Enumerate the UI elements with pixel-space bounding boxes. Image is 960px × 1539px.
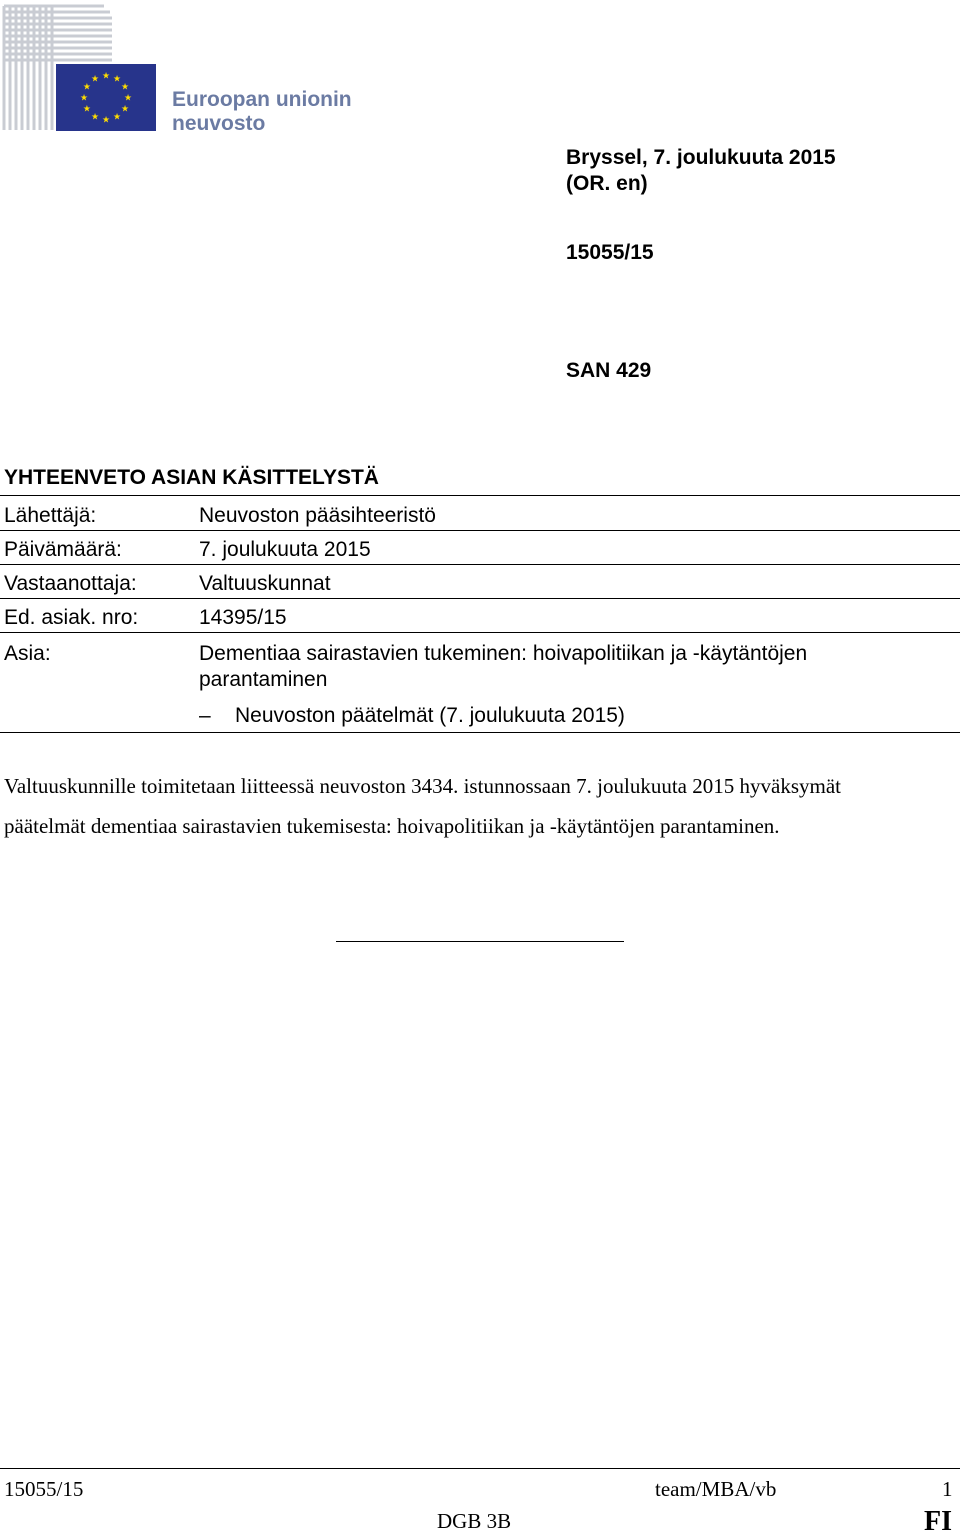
date-label: Päivämäärä: [4, 538, 122, 561]
footer-page-number: 1 [942, 1477, 953, 1501]
document-type: YHTEENVETO ASIAN KÄSITTELYSTÄ [4, 466, 379, 489]
council-logo [0, 0, 160, 135]
eu-star-icon: ★ [90, 74, 100, 85]
rule-sender [0, 530, 960, 531]
previous-doc-label: Ed. asiak. nro: [4, 606, 139, 629]
place-date: Bryssel, 7. joulukuuta 2015 [566, 146, 836, 169]
subject-value: Dementiaa sairastavien tukeminen: hoivapolitiikan ja -käytäntöjen parantaminen [199, 642, 808, 691]
eu-star-icon: ★ [112, 74, 122, 85]
footer-initials: team/MBA/vb [655, 1477, 777, 1501]
footer-rule [0, 1468, 960, 1469]
rule-top [0, 495, 960, 496]
body-text-line2: päätelmät dementiaa sairastavien tukemisesta: hoivapolitiikan ja -käytäntöjen parantaminen. [4, 814, 780, 838]
rule-recipient [0, 598, 960, 599]
sender-label: Lähettäjä: [4, 504, 97, 527]
body-text-line1: Valtuuskunnille toimitetaan liitteessä neuvoston 3434. istunnossaan 7. joulukuuta 2015 hyväksymät [4, 774, 841, 798]
previous-doc-value: 14395/15 [199, 606, 287, 629]
eu-star-icon: ★ [82, 82, 91, 93]
eu-star-icon: ★ [90, 112, 100, 123]
eu-star-icon: ★ [82, 104, 91, 115]
eu-star-icon: ★ [101, 115, 111, 126]
subject-dash: – [199, 704, 211, 727]
end-separator [336, 941, 624, 942]
logo-text-line2: neuvosto [172, 112, 266, 135]
logo-text-line1: Euroopan unionin [172, 88, 352, 111]
recipient-value: Valtuuskunnat [199, 572, 331, 595]
date-value: 7. joulukuuta 2015 [199, 538, 371, 561]
subject-item: Neuvoston päätelmät (7. joulukuuta 2015) [235, 704, 625, 727]
footer-language: FI [924, 1506, 952, 1537]
rule-date [0, 564, 960, 565]
rule-bottom [0, 732, 960, 733]
eu-star-icon: ★ [123, 93, 133, 104]
original-language: (OR. en) [566, 172, 648, 195]
footer-doc-number: 15055/15 [4, 1477, 84, 1501]
eu-star-icon: ★ [112, 112, 122, 123]
sender-value: Neuvoston pääsihteeristö [199, 504, 436, 527]
document-number: 15055/15 [566, 241, 654, 264]
eu-star-icon: ★ [79, 93, 89, 104]
recipient-label: Vastaanottaja: [4, 572, 137, 595]
eu-star-icon: ★ [101, 71, 111, 82]
eu-star-icon: ★ [121, 82, 130, 93]
rule-prevdoc [0, 632, 960, 633]
subject-label: Asia: [4, 642, 51, 665]
eu-star-icon: ★ [121, 104, 130, 115]
footer-directorate: DGB 3B [437, 1509, 512, 1533]
reference-code: SAN 429 [566, 359, 652, 382]
